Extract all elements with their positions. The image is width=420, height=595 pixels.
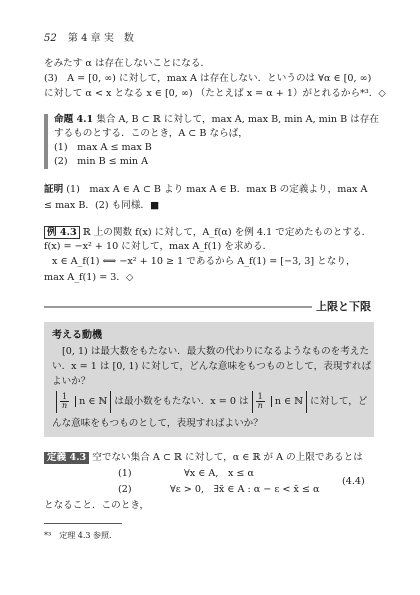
chapter-title: 第 4 章 実 数 [67,33,134,44]
proof-line-1 [44,184,367,196]
proof-title: 証明 [44,184,64,195]
motivation-line-2: い．x = 1 は [0, 1) に対して，どんな意味をもつものとして，表現すれば [52,361,372,372]
footnote-rule [44,523,122,524]
motivation-line-1: [0, 1) は最大数をもたない．最大数の代わりになるようなものを考えた [62,346,370,357]
motivation-title: 考える動機 [52,330,102,341]
definition-line-1 [44,452,363,464]
proposition-bar [44,114,48,169]
fraction-1-num: 1 [62,392,68,401]
definition-cond-2-label: (2) [118,484,132,495]
running-header [44,33,134,45]
proposition-title: 命題 4.1 [54,114,94,125]
footnote: *³ 定理 4.3 参照. [44,531,112,540]
example-line-3: x ∈ A_f(1) ⟺ −x² + 10 ≥ 1 であるから A_f(1) = [−3, 3] となり， [52,256,356,267]
fraction-2-den: n [257,401,263,410]
intro-line-2: (3) A = [0, ∞) に対して，max A は存在しない．というのは ∀α ∈ [0, ∞) [44,73,372,84]
motivation-line-5: んな意味をもつものとして，表現すればよいか？ [52,418,263,429]
proposition-line-1 [54,114,379,126]
proposition-item-2: (2) min B ≤ min A [54,156,149,167]
set-notation-2 [252,391,307,413]
motivation-line-3: よいか？ [52,376,91,387]
example-line-1 [44,226,371,239]
proposition-item-1: (1) max A ≤ max B [54,142,152,153]
fraction-2-num: 1 [257,392,263,401]
section-rule [44,306,312,308]
section-title: 上限と下限 [316,300,371,313]
set-notation-1 [56,391,111,413]
definition-line-after: となること．このとき， [44,500,150,511]
page-number: 52 [44,33,57,44]
proof-line-2: ≤ max B．(2) も同様．■ [44,200,160,211]
set-condition-1: n ∈ ℕ [75,396,107,407]
motivation-line-4-text: は最小数をもたない．x = 0 は [114,396,249,407]
motivation-line-4-end: に対して，ど [310,396,368,407]
definition-label: 定義 4.3 [44,452,89,464]
fraction-1-den: n [61,401,68,410]
example-label: 例 4.3 [44,226,80,239]
proposition-text-1: 集合 A, B ⊂ ℝ に対して，max A, max B, min A, min B は存在 [96,114,379,125]
definition-text-1: 空でない集合 A ⊂ ℝ に対して，α ∈ ℝ が A の上限であるとは [92,452,363,463]
example-line-2: f(x) = −x² + 10 に対して，max A_f(1) を求める． [44,241,273,252]
example-text-1: ℝ 上の関数 f(x) に対して，A_f(α) を例 4.1 で定めたものとする． [82,227,372,238]
definition-cond-1: ∀x ∈ A, x ≤ α [184,468,254,479]
fraction-1 [60,393,69,410]
definition-cond-2: ∀ε > 0, ∃x̄ ∈ A : α − ε < x̄ ≤ α [170,484,320,495]
proof-text-1: (1) max A ∈ A ⊂ B より max A ∈ B．max B の定義より，max A [66,184,368,195]
definition-cond-1-label: (1) [118,468,132,479]
fraction-2 [256,393,265,410]
intro-line-1: をみたす α は存在しないことになる． [44,58,211,69]
motivation-line-4 [56,391,367,413]
proposition-line-2: するものとする．このとき，A ⊂ B ならば， [54,128,248,139]
equation-number: (4.4) [342,476,365,487]
set-condition-2: n ∈ ℕ [271,396,303,407]
example-line-4: max A_f(1) = 3．◇ [44,272,134,283]
intro-line-3: に対して α < x となる x ∈ [0, ∞) （たとえば x = α + 1）がとれるから*³．◇ [44,88,386,99]
